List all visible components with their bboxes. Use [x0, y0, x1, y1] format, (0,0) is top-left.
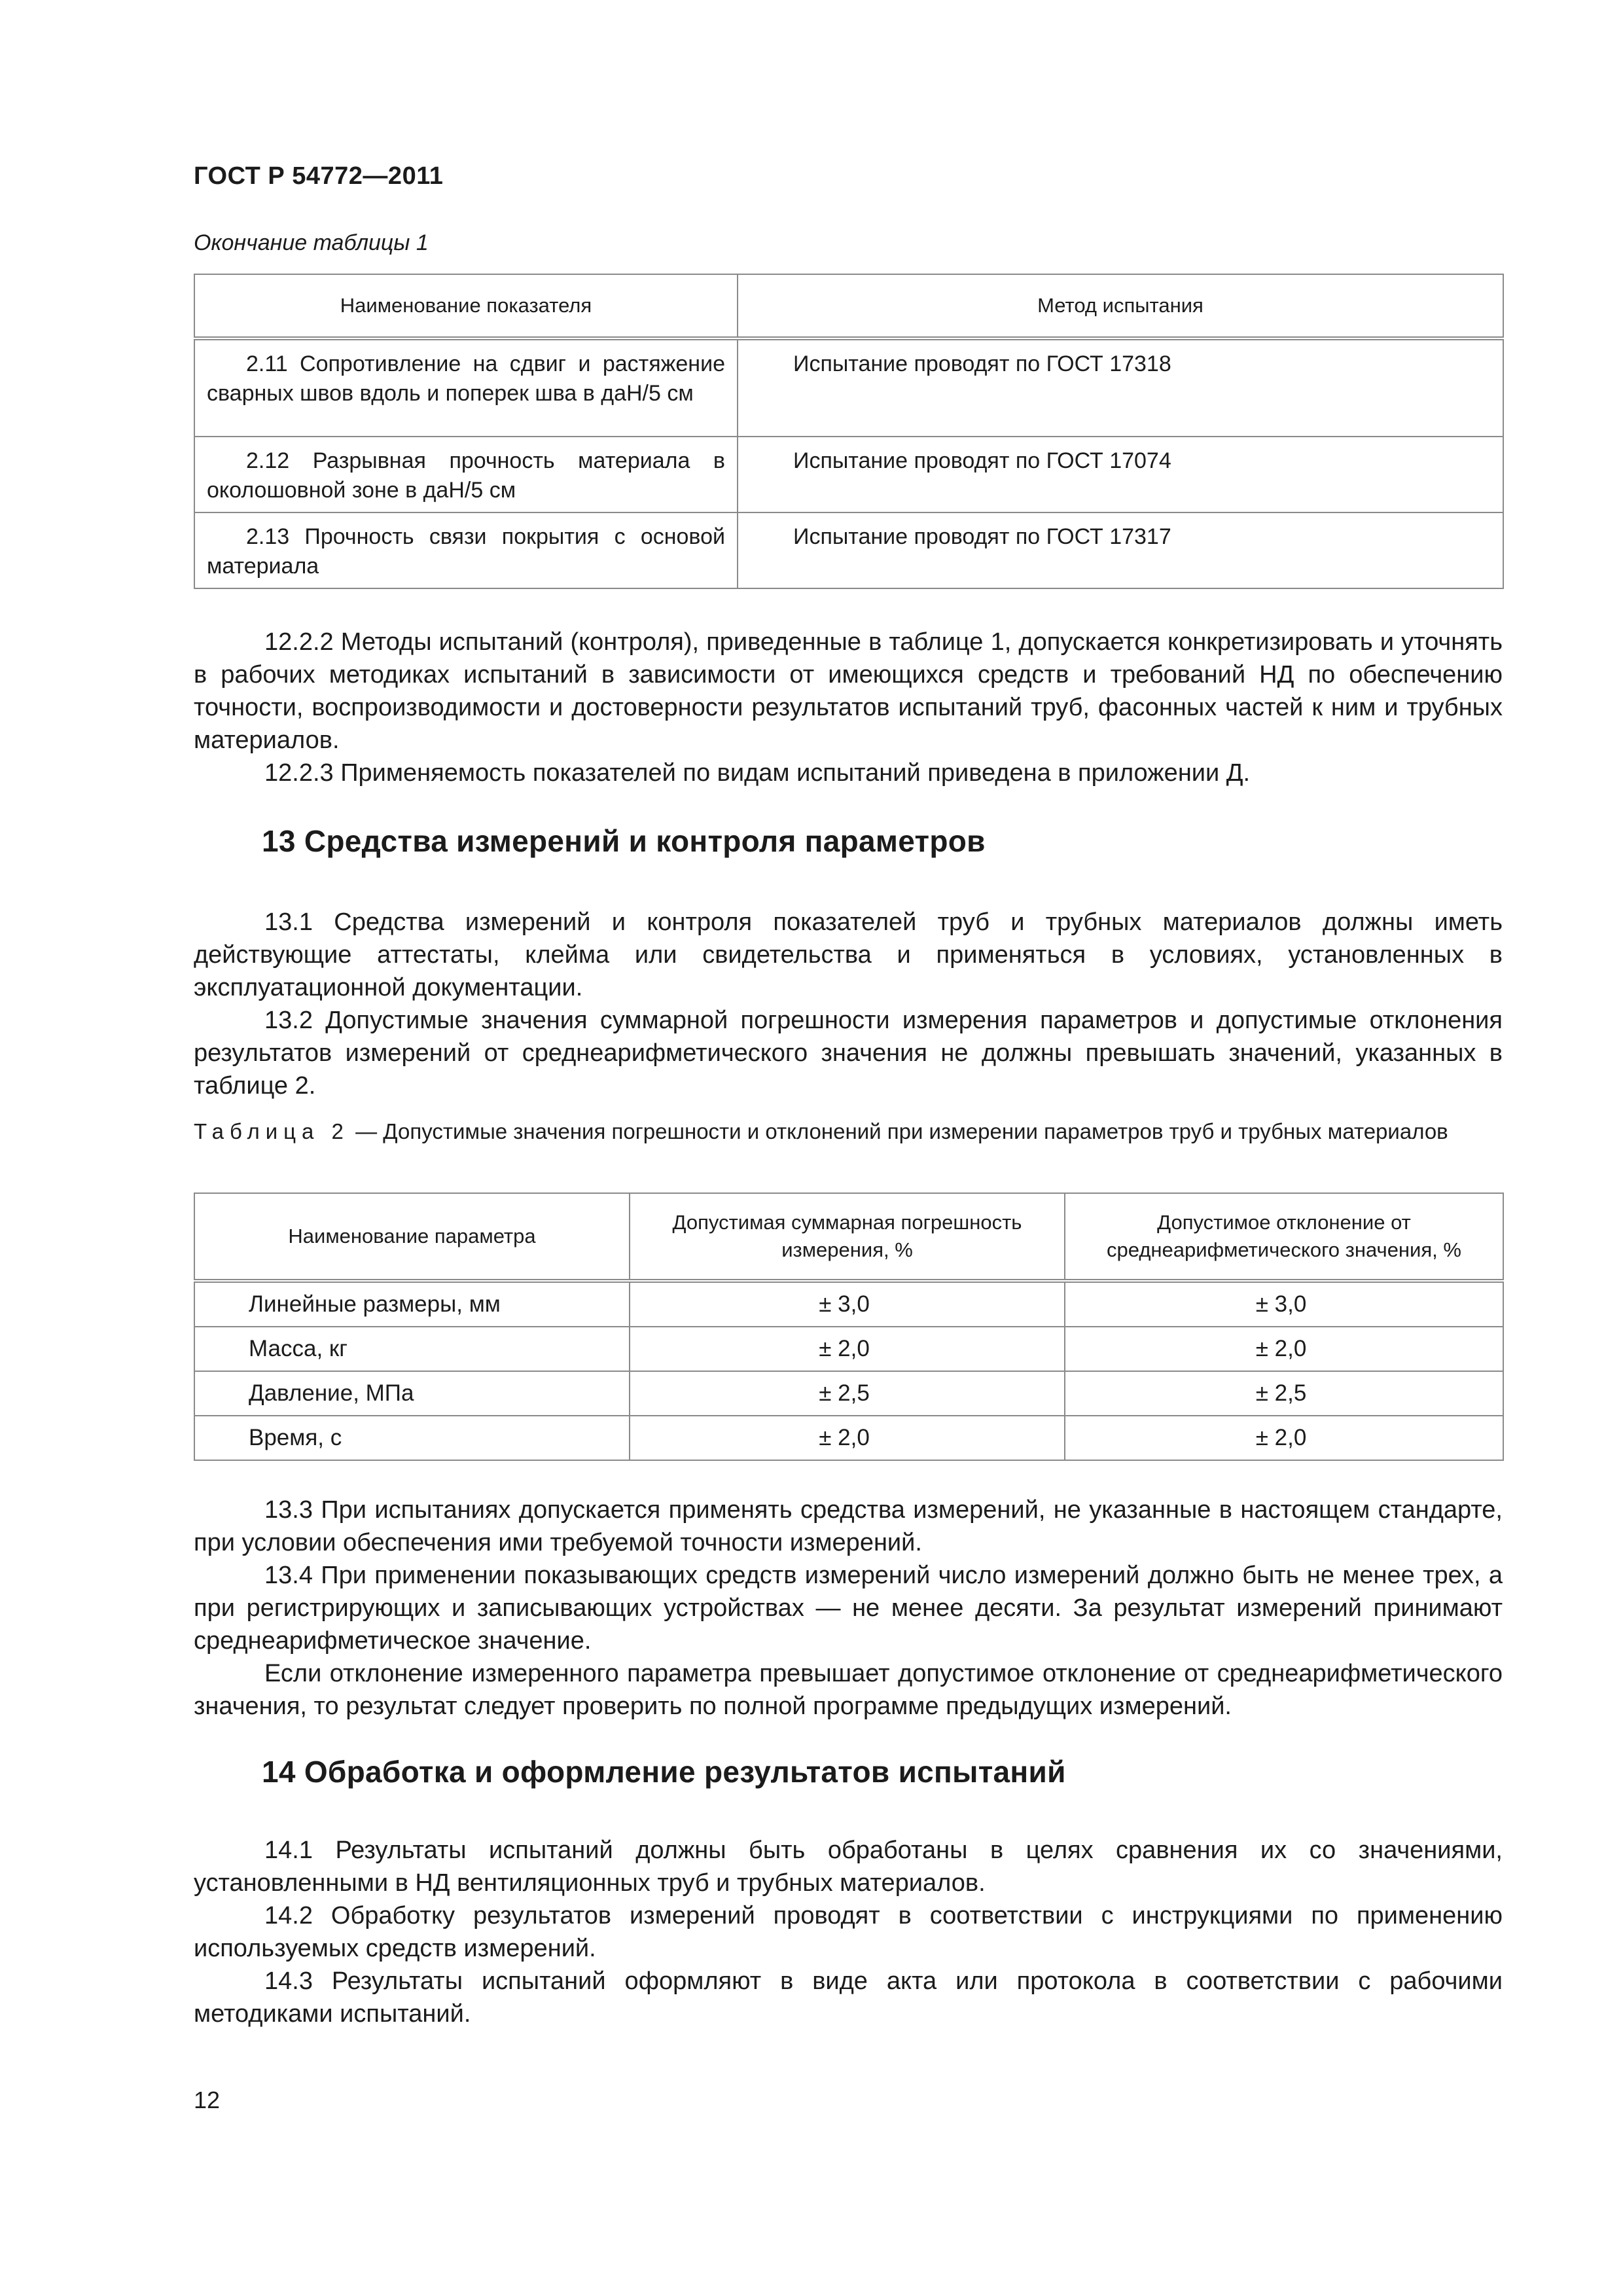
table-row — [194, 512, 1503, 588]
deviation-cell: ± 2,0 — [1065, 1416, 1503, 1460]
document-code: ГОСТ Р 54772—2011 — [194, 162, 444, 190]
table-row — [194, 1281, 1503, 1327]
table-row — [194, 1327, 1503, 1371]
indicator-name-cell: 2.12 Разрывная прочность материала в околошовной зоне в даН/5 см — [194, 437, 738, 512]
deviation-cell: ± 2,0 — [1065, 1327, 1503, 1371]
paragraph-12-2-2: 12.2.2 Методы испытаний (контроля), приведенные в таблице 1, допускается конкретизировать и уточнять в рабочих методиках испытаний в зависимости от имеющихся средств и требований НД по обеспечению точности, воспроизводимости и достоверности результатов испытаний труб, фасонных частей к ним и трубных материалов. — [194, 628, 1503, 754]
document-page — [194, 0, 1503, 2296]
column-header: Допустимое отклонение от среднеарифметического значения, % — [1065, 1193, 1503, 1281]
parameter-name-cell: Линейные размеры, мм — [194, 1281, 630, 1327]
error-cell: ± 2,0 — [630, 1327, 1065, 1371]
error-cell: ± 2,5 — [630, 1371, 1065, 1416]
test-method-cell: Испытание проводят по ГОСТ 17074 — [738, 437, 1503, 512]
column-header: Наименование параметра — [194, 1193, 630, 1281]
table-row — [194, 1416, 1503, 1460]
column-header: Наименование показателя — [194, 274, 738, 338]
deviation-cell: ± 2,5 — [1065, 1371, 1503, 1416]
parameter-name-cell: Давление, МПа — [194, 1371, 630, 1416]
paragraph-14-1: 14.1 Результаты испытаний должны быть обработаны в целях сравнения их со значениями, установленными в НД вентиляционных труб и трубных материалов. — [194, 1837, 1503, 1897]
paragraph-12-2-3: 12.2.3 Применяемость показателей по видам испытаний приведена в приложении Д. — [264, 759, 1251, 787]
paragraph-13-3: 13.3 При испытаниях допускается применять средства измерений, не указанные в настоящем стандарте, при условии обеспечения ими требуемой точности измерений. — [194, 1496, 1503, 1556]
indicator-name-cell: 2.11 Сопротивление на сдвиг и растяжение сварных швов вдоль и поперек шва в даН/5 см — [194, 338, 738, 437]
indicator-name-cell: 2.13 Прочность связи покрытия с основой материала — [194, 512, 738, 588]
paragraph-14-3: 14.3 Результаты испытаний оформляют в виде акта или протокола в соответствии с рабочими методиками испытаний. — [194, 1967, 1503, 2028]
paragraph-13-4-continuation: Если отклонение измеренного параметра превышает допустимое отклонение от среднеарифметического значения, то результат следует проверить по полной программе предыдущих измерений. — [194, 1660, 1503, 1720]
table-2-caption: Таблица 2 — Допустимые значения погрешности и отклонений при измерении параметров труб и трубных материалов — [194, 1119, 1448, 1143]
error-cell: ± 2,0 — [630, 1416, 1065, 1460]
parameter-name-cell: Время, с — [194, 1416, 630, 1460]
test-method-cell: Испытание проводят по ГОСТ 17318 — [738, 338, 1503, 437]
table-2 — [194, 1193, 1504, 1461]
paragraph-13-2: 13.2 Допустимые значения суммарной погрешности измерения параметров и допустимые отклонения результатов измерений от среднеарифметического значения не должны превышать значений, указанных в таблице 2. — [194, 1007, 1503, 1100]
table-header-row — [194, 1193, 1503, 1281]
page-number: 12 — [194, 2087, 221, 2113]
table-row — [194, 437, 1503, 512]
table-continuation-caption: Окончание таблицы 1 — [194, 230, 429, 255]
table-row — [194, 338, 1503, 437]
section-13-heading: 13 Средства измерений и контроля параметров — [262, 824, 986, 858]
test-method-cell: Испытание проводят по ГОСТ 17317 — [738, 512, 1503, 588]
paragraph-14-2: 14.2 Обработку результатов измерений проводят в соответствии с инструкциями по применению используемых средств измерений. — [194, 1902, 1503, 1962]
table-row — [194, 1371, 1503, 1416]
parameter-name-cell: Масса, кг — [194, 1327, 630, 1371]
table-1 — [194, 274, 1504, 589]
paragraph-13-4: 13.4 При применении показывающих средств измерений число измерений должно быть не менее трех, а при регистрирующих и записывающих устройствах — не менее десяти. За результат измерений принимают среднеарифметическое значение. — [194, 1562, 1503, 1655]
section-14-heading: 14 Обработка и оформление результатов испытаний — [262, 1755, 1066, 1789]
table-header-row — [194, 274, 1503, 338]
column-header: Метод испытания — [738, 274, 1503, 338]
deviation-cell: ± 3,0 — [1065, 1281, 1503, 1327]
error-cell: ± 3,0 — [630, 1281, 1065, 1327]
column-header: Допустимая суммарная погрешность измерения, % — [630, 1193, 1065, 1281]
paragraph-13-1: 13.1 Средства измерений и контроля показателей труб и трубных материалов должны иметь действующие аттестаты, клейма или свидетельства и применяться в условиях, установленных в эксплуатационной документации. — [194, 908, 1503, 1001]
